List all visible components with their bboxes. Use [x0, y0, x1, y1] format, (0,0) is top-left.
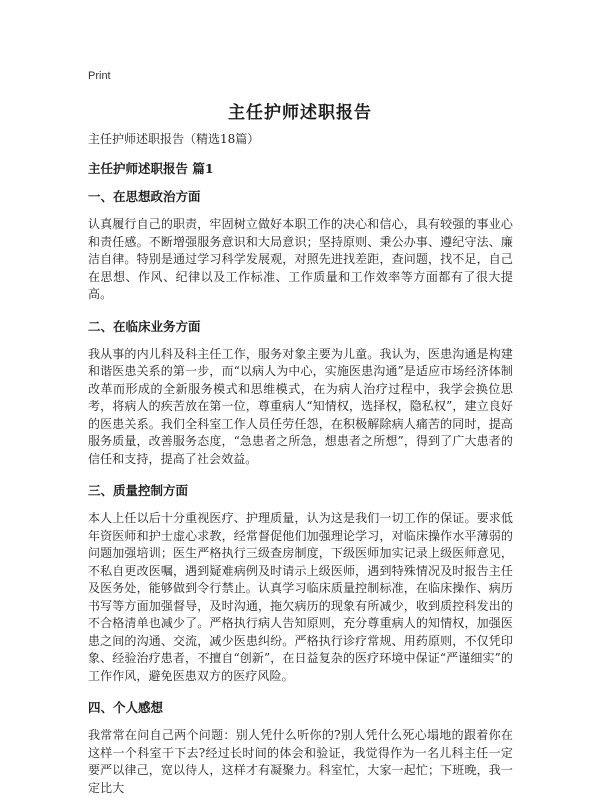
part-title: 主任护师述职报告 篇1 — [88, 161, 214, 176]
section-paragraph: 我从事的内儿科及科主任工作，服务对象主要为儿童。我认为，医患沟通是构建和谐医患关系的第一步，而“以病人为中心，实施医患沟通”是适应市场经济体制改革而形成的全新服务模式和思维模式，在为病人治疗过程中，我学会换位思考，将病人的疾苦放在第一位，尊重病人“知情权，选择权，隐私权”，建立良好的医患关系。我们全科室工作人员任劳任怨，在积极解除病人痛苦的同时，提高服务质量，改善服务态度，“急患者之所急，想患者之所想”，得到了广大患者的信任和支持，提高了社会效益。 — [88, 346, 513, 466]
document-body — [88, 130, 513, 811]
document-title: 主任护师述职报告 — [228, 103, 372, 123]
document-subtitle: 主任护师述职报告（精选18篇） — [88, 132, 260, 146]
section-heading: 二、在临床业务方面 — [88, 318, 201, 334]
section-paragraph: 本人上任以后十分重视医疗、护理质量，认为这是我们一切工作的保证。要求低年资医师和护士虚心求教，经常督促他们加强理论学习，对临床操作水平薄弱的问题加强培训；医生严格执行三级查房制度，下级医师加实记录上级医师意见，不私自更改医嘱，遇到疑难病例及时请示上级医师，遇到特殊情况及时报告主任及医务处，能够做到令行禁止。认真学习临床质量控制标准，在临床操作、病历书写等方面加强督导，及时沟通，拖欠病历的现象有所减少，收到质控科发出的不合格清单也减少了。严格执行病人告知原则，充分尊重病人的知情权，加强医患之间的沟通、交流，减少医患纠纷。严格执行诊疗常规、用药原则，不仅凭印象、经验治疗患者，不擅自“创新”，在日益复杂的医疗环境中保证“严谨细实”的工作作风，避免医患双方的医疗风险。 — [88, 511, 513, 683]
print-label: Print — [88, 70, 111, 82]
section-paragraph: 我常常在问自己两个问题：别人凭什么听你的?别人凭什么死心塌地的跟着你在这样一个科室干下去?经过长时间的体会和验证，我觉得作为一名儿科主任一定要严以律己，宽以待人，这样才有凝聚力。科室忙，大家一起忙；下班晚，我一定比大 — [88, 728, 513, 795]
section-heading: 一、在思想政治方面 — [88, 189, 201, 204]
section-heading: 三、质量控制方面 — [88, 483, 189, 498]
section-heading: 四、个人感想 — [88, 700, 164, 715]
section-paragraph: 认真履行自己的职责，牢固树立做好本职工作的决心和信心，具有较强的事业心和责任感。不断增强服务意识和大局意识；坚持原则、秉公办事、遵纪守法、廉洁自律。特别是通过学习科学发展观，对照先进找差距，查问题，找不足，自己在思想、作风、纪律以及工作标准、工作质量和工作效率等方面都有了很大提高。 — [88, 217, 513, 301]
